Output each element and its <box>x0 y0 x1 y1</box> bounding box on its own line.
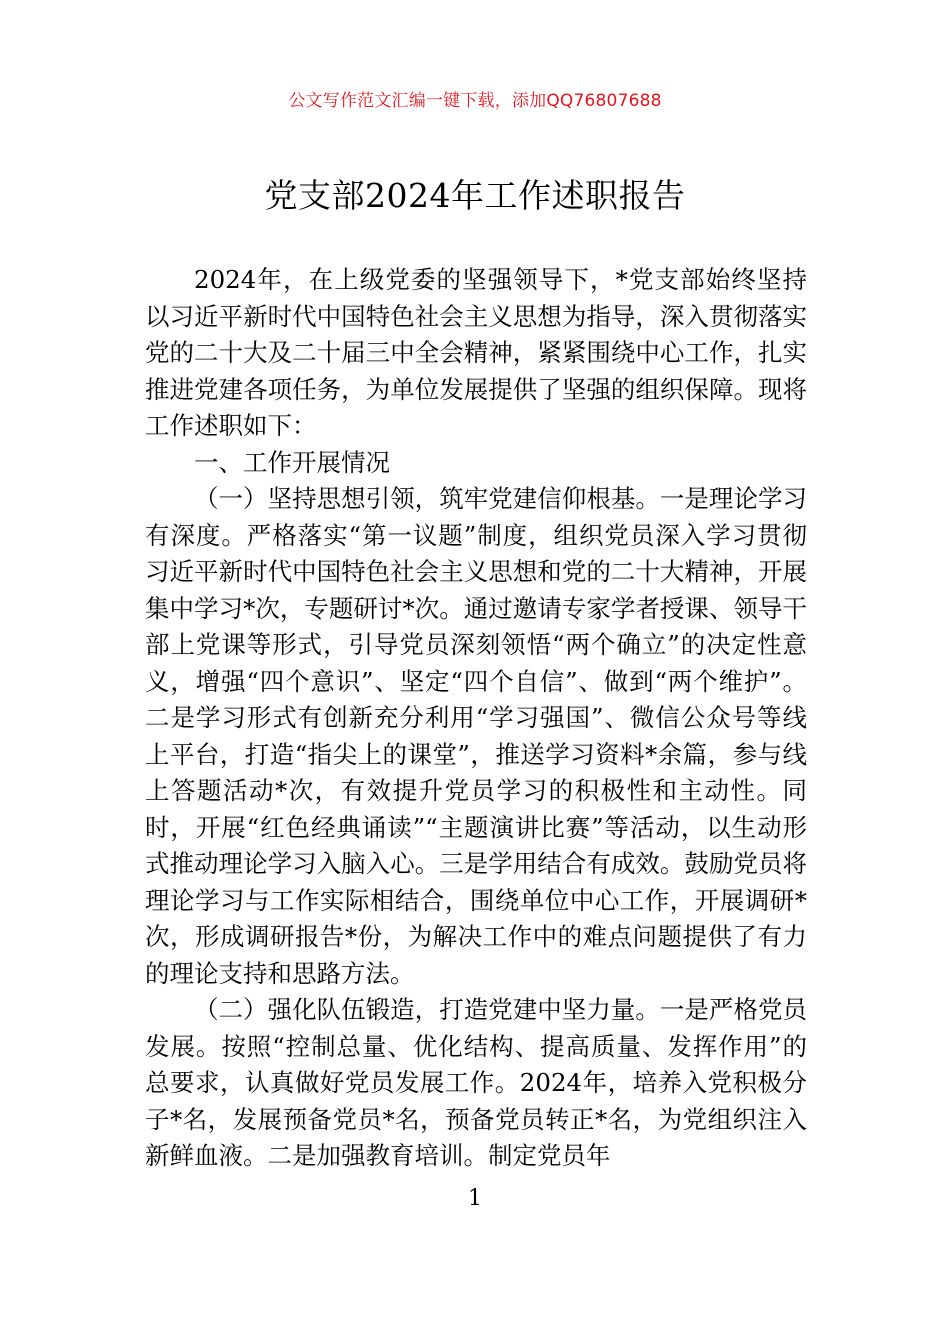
document-title: 党支部2024年工作述职报告 <box>264 176 686 215</box>
body-paragraph: （二）强化队伍锻造，打造党建中坚力量。一是严格党员发展。按照“控制总量、优化结构、提高质量、发挥作用”的总要求，认真做好党员发展工作。2024年，培养入党积极分子*名，发展预备党员*名，预备党员转正*名，为党组织注入新鲜血液。二是加强教育培训。制定党员年 <box>145 995 807 1170</box>
document-body <box>145 262 807 1175</box>
intro-paragraph: 2024年，在上级党委的坚强领导下，*党支部始终坚持以习近平新时代中国特色社会主义思想为指导，深入贯彻落实党的二十大及二十届三中全会精神，紧紧围绕中心工作，扎实推进党建各项任务，为单位发展提供了坚强的组织保障。现将工作述职如下： <box>145 265 807 440</box>
download-banner: 公文写作范文汇编一键下载，添加QQ76807688 <box>288 91 662 111</box>
body-paragraph: （一）坚持思想引领，筑牢党建信仰根基。一是理论学习有深度。严格落实“第一议题”制度，组织党员深入学习贯彻习近平新时代中国特色社会主义思想和党的二十大精神，开展集中学习*次，专题研讨*次。通过邀请专家学者授课、领导干部上党课等形式，引导党员深刻领悟“两个确立”的决定性意义，增强“四个意识”、坚定“四个自信”、做到“两个维护”。二是学习形式有创新充分利用“学习强国”、微信公众号等线上平台，打造“指尖上的课堂”，推送学习资料*余篇，参与线上答题活动*次，有效提升党员学习的积极性和主动性。同时，开展“红色经典诵读”“主题演讲比赛”等活动，以生动形式推动理论学习入脑入心。三是学用结合有成效。鼓励党员将理论学习与工作实际相结合，围绕单位中心工作，开展调研*次，形成调研报告*份，为解决工作中的难点问题提供了有力的理论支持和思路方法。 <box>145 484 807 988</box>
page-number: 1 <box>468 1186 482 1211</box>
section-heading: 一、工作开展情况 <box>194 447 390 477</box>
